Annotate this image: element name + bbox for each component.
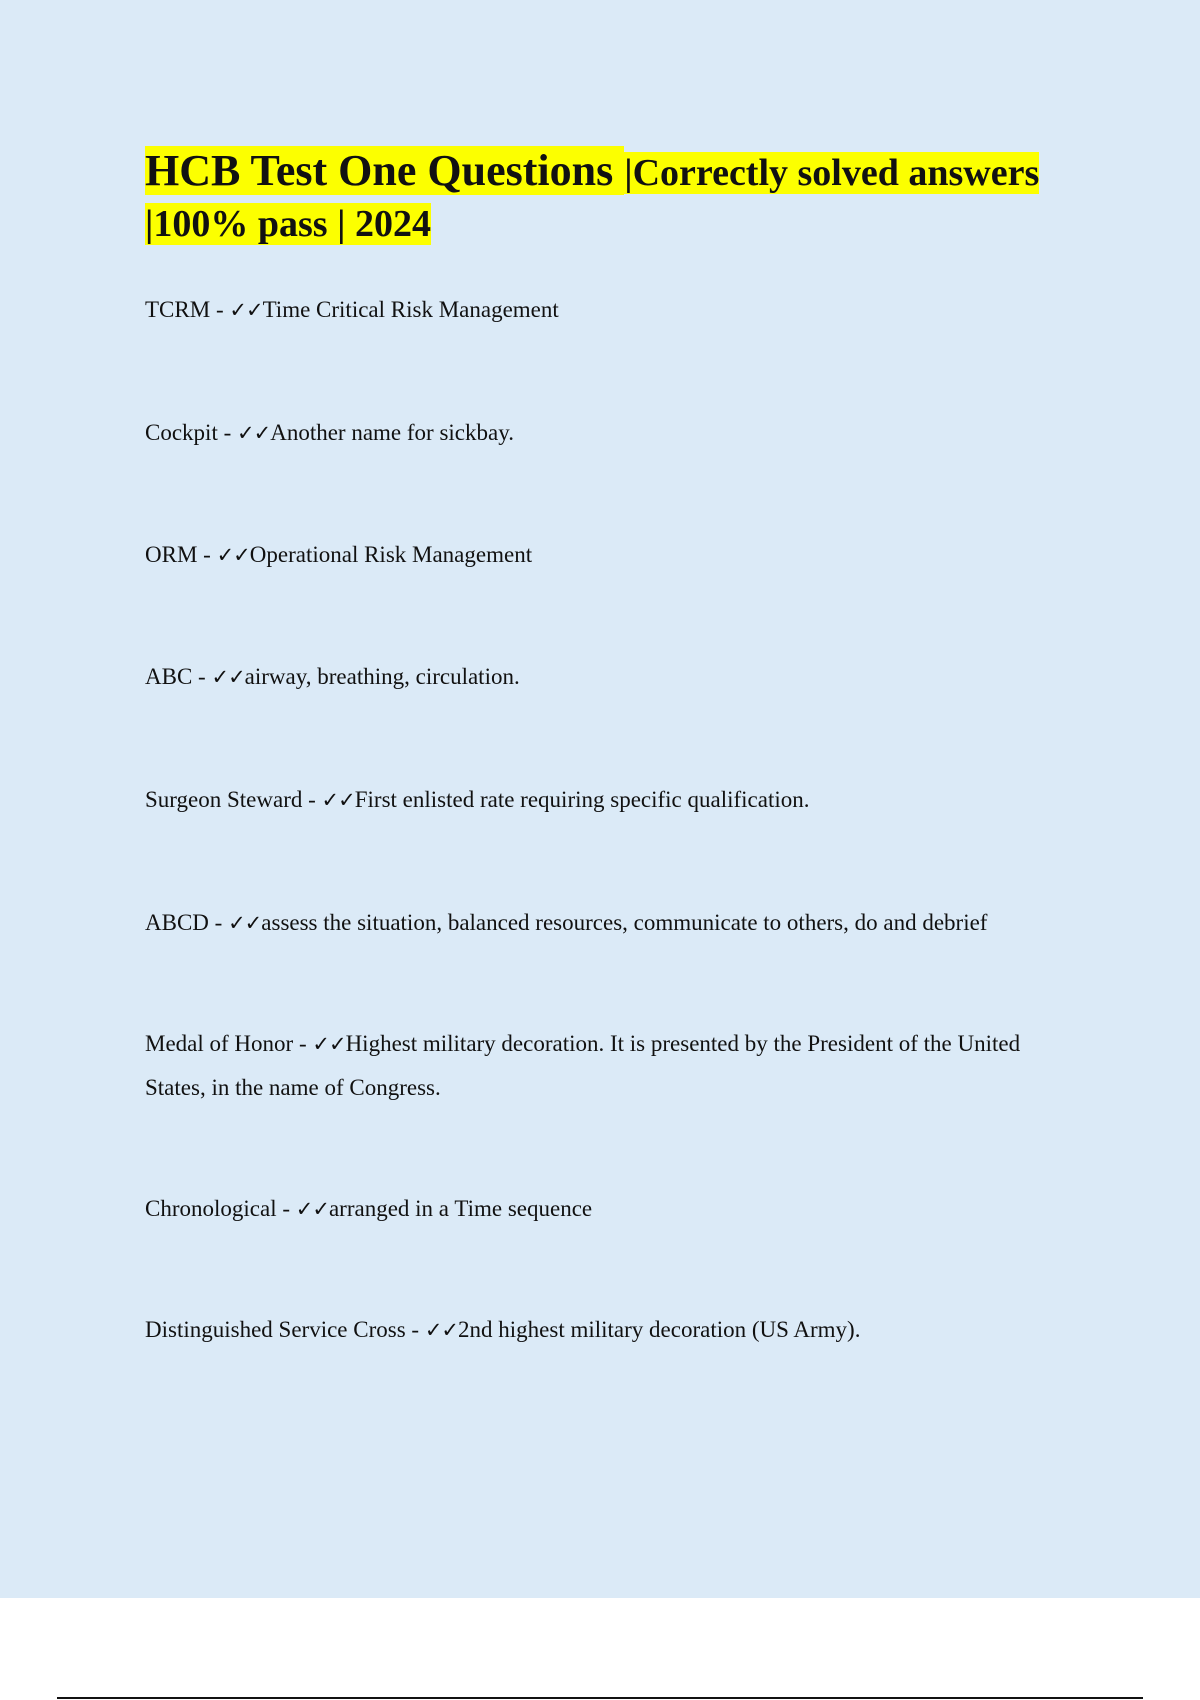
qa-separator: - xyxy=(210,297,230,322)
qa-item-abc xyxy=(145,655,1085,699)
qa-definition: First enlisted rate requiring specific qualification. xyxy=(354,787,810,812)
double-check-icon: ✓✓ xyxy=(228,911,262,935)
double-check-icon: ✓✓ xyxy=(237,421,271,445)
qa-item-medal-of-honor xyxy=(145,1022,1085,1110)
qa-term: Medal of Honor xyxy=(145,1031,294,1056)
double-check-icon: ✓✓ xyxy=(229,298,263,322)
qa-term: Surgeon Steward xyxy=(145,787,303,812)
document-title xyxy=(145,146,1085,250)
document-title-sub: |Correctly solved answers |100% pass | 2024 xyxy=(145,152,1040,245)
double-check-icon: ✓✓ xyxy=(424,1318,459,1342)
qa-definition: Another name for sickbay. xyxy=(270,420,514,445)
qa-separator: - xyxy=(208,910,229,935)
qa-separator: - xyxy=(197,542,217,567)
qa-item-chronological xyxy=(145,1187,1085,1231)
qa-item-orm xyxy=(145,533,1085,577)
qa-item-surgeon-steward xyxy=(145,778,1085,822)
qa-term: ABCD xyxy=(145,910,209,935)
qa-item-abcd xyxy=(145,901,1085,945)
double-check-icon: ✓✓ xyxy=(321,788,355,812)
qa-definition: assess the situation, balanced resources, communicate to others, do and debrief xyxy=(261,910,988,935)
qa-term: Distinguished Service Cross xyxy=(145,1317,406,1342)
qa-definition: airway, breathing, circulation. xyxy=(244,664,520,689)
qa-term: Cockpit xyxy=(145,420,218,445)
qa-definition: Operational Risk Management xyxy=(249,542,533,567)
double-check-icon: ✓✓ xyxy=(211,665,245,689)
qa-separator: - xyxy=(405,1317,425,1342)
double-check-icon: ✓✓ xyxy=(295,1197,329,1221)
qa-separator: - xyxy=(217,420,238,445)
qa-separator: - xyxy=(192,664,212,689)
qa-definition: Highest military decoration. It is presented by the President of the United States, in the name of Congress. xyxy=(145,1031,1021,1100)
qa-item-cockpit xyxy=(145,411,1085,455)
qa-term: ORM xyxy=(145,542,198,567)
qa-item-tcrm xyxy=(145,288,1085,332)
qa-separator: - xyxy=(302,787,322,812)
qa-definition: Time Critical Risk Management xyxy=(262,297,559,322)
qa-definition: arranged in a Time sequence xyxy=(328,1196,593,1221)
footer-divider xyxy=(57,1697,1143,1699)
document-title-main: HCB Test One Questions xyxy=(145,146,625,195)
qa-term: TCRM xyxy=(145,297,211,322)
double-check-icon: ✓✓ xyxy=(312,1032,346,1056)
qa-term: ABC xyxy=(145,664,193,689)
double-check-icon: ✓✓ xyxy=(216,543,250,567)
qa-definition: 2nd highest military decoration (US Army). xyxy=(458,1317,861,1342)
qa-item-distinguished-service-cross xyxy=(145,1308,1085,1352)
qa-separator: - xyxy=(276,1196,296,1221)
qa-term: Chronological xyxy=(145,1196,277,1221)
qa-separator: - xyxy=(293,1031,313,1056)
